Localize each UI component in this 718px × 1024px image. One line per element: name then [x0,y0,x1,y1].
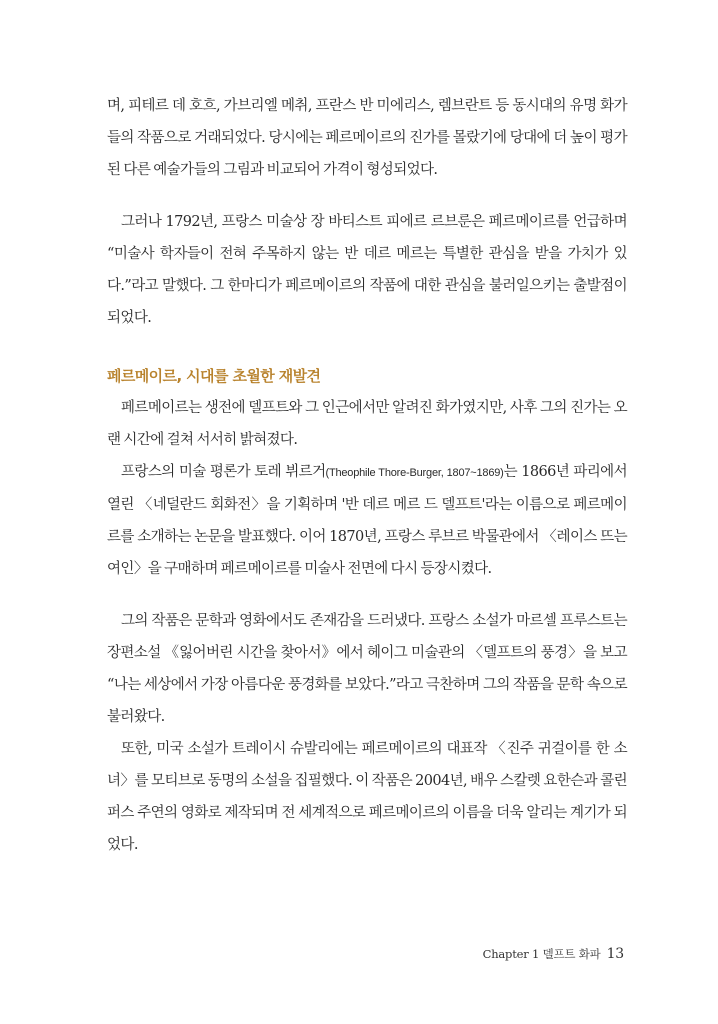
paragraph-proust: 그의 작품은 문학과 영화에서도 존재감을 드러냈다. 프랑스 소설가 마르셀 프루스트는 장편소설 《잃어버린 시간을 찾아서》에서 헤이그 미술관의 〈델프트의 풍경〉을 보고 “나는 세상에서 가장 아름다운 풍경화를 보았다.”라고 극찬하며 그의 작품을 문학 속으로 불러왔다. [107,613,627,725]
thore-burger-note: (Theophile Thore-Burger, 1807~1869) [325,467,504,479]
section-heading: 페르메이르, 시대를 초월한 재발견 [107,367,321,385]
paragraph-thore-burger [107,456,627,585]
paragraph-chevalier: 또한, 미국 소설가 트레이시 슈발리에는 페르메이르의 대표작 〈진주 귀걸이를 한 소녀〉를 모티브로 동명의 소설을 집필했다. 이 작품은 2004년, 배우 스칼렛 요한슨과 콜린 퍼스 주연의 영화로 제작되며 전 세계적으로 페르메이르의 이름을 더욱 알리는 계기가 되었다. [107,741,627,853]
paragraph-thore-burger-rest: 는 1866년 파리에서 열린 〈네덜란드 회화전〉을 기획하며 '반 데르 메르 드 델프트'라는 이름으로 페르메이르를 소개하는 논문을 발표했다. 이어 1870년, 프랑스 루브르 박물관에서 〈레이스 뜨는 여인〉을 구매하며 페르메이르를 미술사 전면에 다시 등장시켰다. [107,464,627,577]
paragraph-rediscovery: 페르메이르는 생전에 델프트와 그 인근에서만 알려진 화가였지만, 사후 그의 진가는 오랜 시간에 걸쳐 서서히 밝혀졌다. [107,400,627,448]
chapter-label: Chapter 1 델프트 화파 [482,947,601,961]
page-number: 13 [606,946,624,962]
page-content [107,90,627,861]
paragraph-continuation: 며, 피테르 데 호흐, 가브리엘 메취, 프란스 반 미에리스, 렘브란트 등 동시대의 유명 화가들의 작품으로 거래되었다. 당시에는 페르메이르의 진가를 몰랐기에 당대에 더 높이 평가된 다른 예술가들의 그림과 비교되어 가격이 형성되었다. [107,98,627,178]
paragraph-lebrun: 그러나 1792년, 프랑스 미술상 장 바티스트 피에르 르브룬은 페르메이르를 언급하며 “미술사 학자들이 전혀 주목하지 않는 반 데르 메르는 특별한 관심을 받을 가치가 있다.”라고 말했다. 그 한마디가 페르메이르의 작품에 대한 관심을 불러일으키는 출발점이 되었다. [107,214,627,326]
page-footer [483,946,624,962]
paragraph-thore-burger-lead: 프랑스의 미술 평론가 토레 뷔르거 [121,464,326,480]
